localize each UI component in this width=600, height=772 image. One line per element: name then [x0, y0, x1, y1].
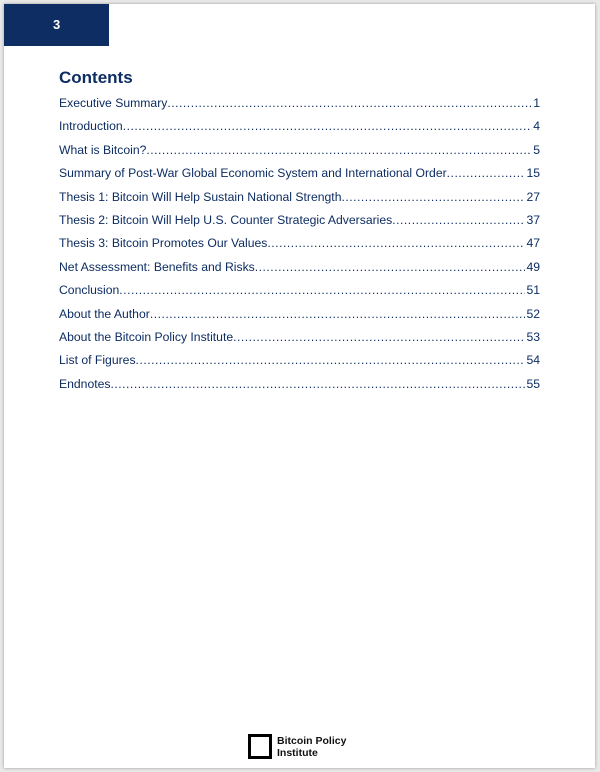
document-page [4, 4, 595, 768]
toc-entry-page: 55 [526, 376, 540, 391]
contents-heading: Contents [59, 68, 133, 87]
table-of-contents [59, 96, 540, 400]
toc-entry[interactable] [59, 283, 540, 306]
toc-entry-page: 53 [526, 329, 540, 344]
dot-leader [255, 260, 526, 274]
toc-entry-title: Introduction [59, 119, 123, 134]
dot-leader [267, 236, 525, 250]
toc-entry-page: 15 [526, 166, 540, 181]
toc-entry-page: 49 [526, 259, 540, 274]
dot-leader [392, 213, 525, 227]
toc-entry[interactable] [59, 330, 540, 353]
toc-entry-page: 37 [526, 212, 540, 227]
toc-entry-page: 52 [526, 306, 540, 321]
toc-entry[interactable] [59, 143, 540, 166]
logo-wordmark [277, 735, 346, 759]
toc-entry-title: Net Assessment: Benefits and Risks [59, 259, 255, 274]
toc-entry[interactable] [59, 353, 540, 376]
toc-entry-page: 27 [526, 189, 540, 204]
toc-entry-title: About the Author [59, 306, 150, 321]
logo-square-icon [248, 734, 272, 759]
toc-entry[interactable] [59, 307, 540, 330]
toc-entry[interactable] [59, 96, 540, 119]
toc-entry-title: Summary of Post-War Global Economic System and International Order [59, 166, 447, 181]
dot-leader [119, 283, 525, 297]
dot-leader [233, 330, 525, 344]
dot-leader [136, 353, 526, 367]
toc-entry[interactable] [59, 190, 540, 213]
toc-entry-title: Thesis 2: Bitcoin Will Help U.S. Counter Strategic Adversaries [59, 212, 393, 227]
toc-entry-title: Thesis 3: Bitcoin Promotes Our Values [59, 236, 268, 251]
dot-leader [341, 190, 525, 204]
toc-entry-page: 54 [526, 353, 540, 368]
toc-entry[interactable] [59, 119, 540, 142]
toc-entry-page: 51 [526, 283, 540, 298]
toc-entry[interactable] [59, 213, 540, 236]
toc-entry[interactable] [59, 236, 540, 259]
logo-line-1: Bitcoin Policy [277, 734, 347, 747]
page-number-tab [4, 4, 109, 46]
toc-entry-title: Conclusion [59, 283, 120, 298]
dot-leader [150, 307, 526, 321]
toc-entry-page: 1 [533, 96, 540, 110]
toc-entry-title: List of Figures [59, 353, 136, 368]
toc-entry[interactable] [59, 377, 540, 400]
toc-entry-title: Endnotes [59, 376, 111, 391]
toc-entry-page: 5 [533, 142, 540, 157]
dot-leader [447, 166, 526, 180]
toc-entry[interactable] [59, 166, 540, 189]
toc-entry-title: What is Bitcoin? [59, 142, 147, 157]
logo-line-2: Institute [277, 746, 318, 759]
toc-entry-title: Executive Summary [59, 96, 168, 110]
toc-entry-title: Thesis 1: Bitcoin Will Help Sustain National Strength [59, 189, 342, 204]
toc-entry-page: 47 [526, 236, 540, 251]
page-number: 3 [53, 17, 61, 32]
toc-entry-title: About the Bitcoin Policy Institute [59, 329, 234, 344]
toc-entry[interactable] [59, 260, 540, 283]
toc-entry-page: 4 [533, 119, 540, 134]
dot-leader [146, 143, 532, 157]
dot-leader [167, 96, 532, 110]
bitcoin-policy-institute-logo [248, 734, 346, 759]
dot-leader [111, 377, 526, 391]
dot-leader [123, 119, 533, 133]
